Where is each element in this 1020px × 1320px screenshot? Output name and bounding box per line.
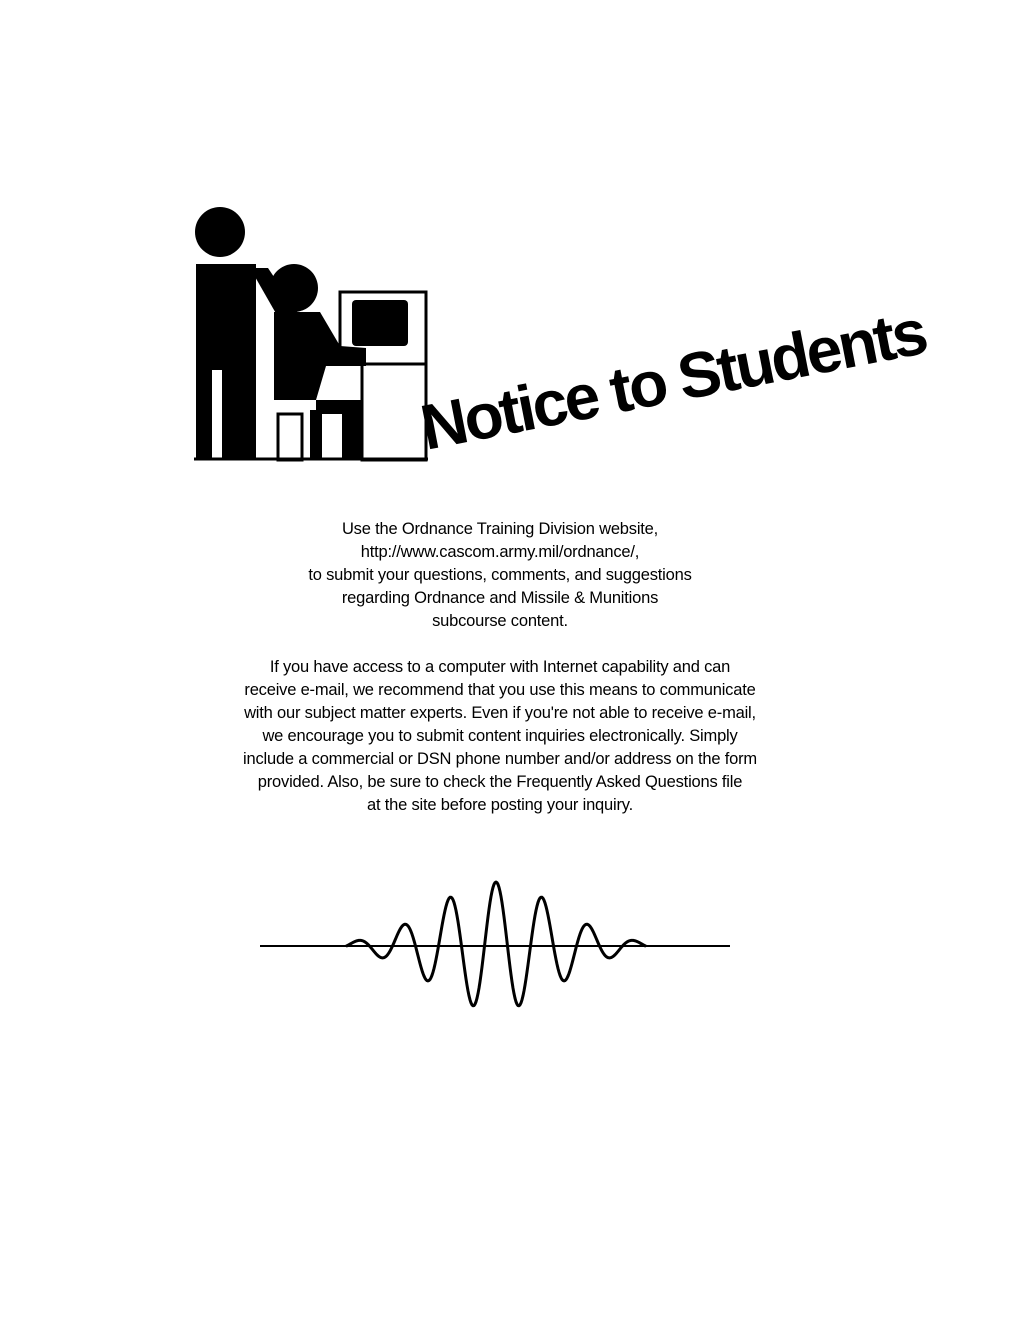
teacher-student-computer-icon [190, 200, 931, 470]
text-line: include a commercial or DSN phone number and/or address on the form [243, 750, 757, 768]
text-line: receive e-mail, we recommend that you use this means to communicate [244, 681, 756, 699]
logo-title: Notice to Students [414, 295, 931, 464]
text-line: subcourse content. [432, 612, 568, 630]
text-line: with our subject matter experts. Even if you're not able to receive e-mail, [244, 704, 756, 722]
waveform-decoration [260, 870, 740, 1030]
waveform-icon [260, 870, 740, 1030]
website-paragraph [150, 518, 850, 633]
text-line: regarding Ordnance and Missile & Munitions [341, 589, 659, 607]
text-line: If you have access to a computer with Internet capability and can [269, 658, 731, 676]
website-url: http://www.cascom.army.mil/ordnance/, [360, 543, 640, 561]
notice-logo [190, 200, 931, 470]
email-paragraph [150, 656, 850, 817]
text-line: at the site before posting your inquiry. [367, 796, 633, 814]
text-line: to submit your questions, comments, and suggestions [308, 566, 692, 584]
text-line: provided. Also, be sure to check the Frequently Asked Questions file [257, 773, 743, 791]
text-line: we encourage you to submit content inquiries electronically. Simply [262, 727, 738, 745]
text-line: Use the Ordnance Training Division website, [341, 520, 659, 538]
